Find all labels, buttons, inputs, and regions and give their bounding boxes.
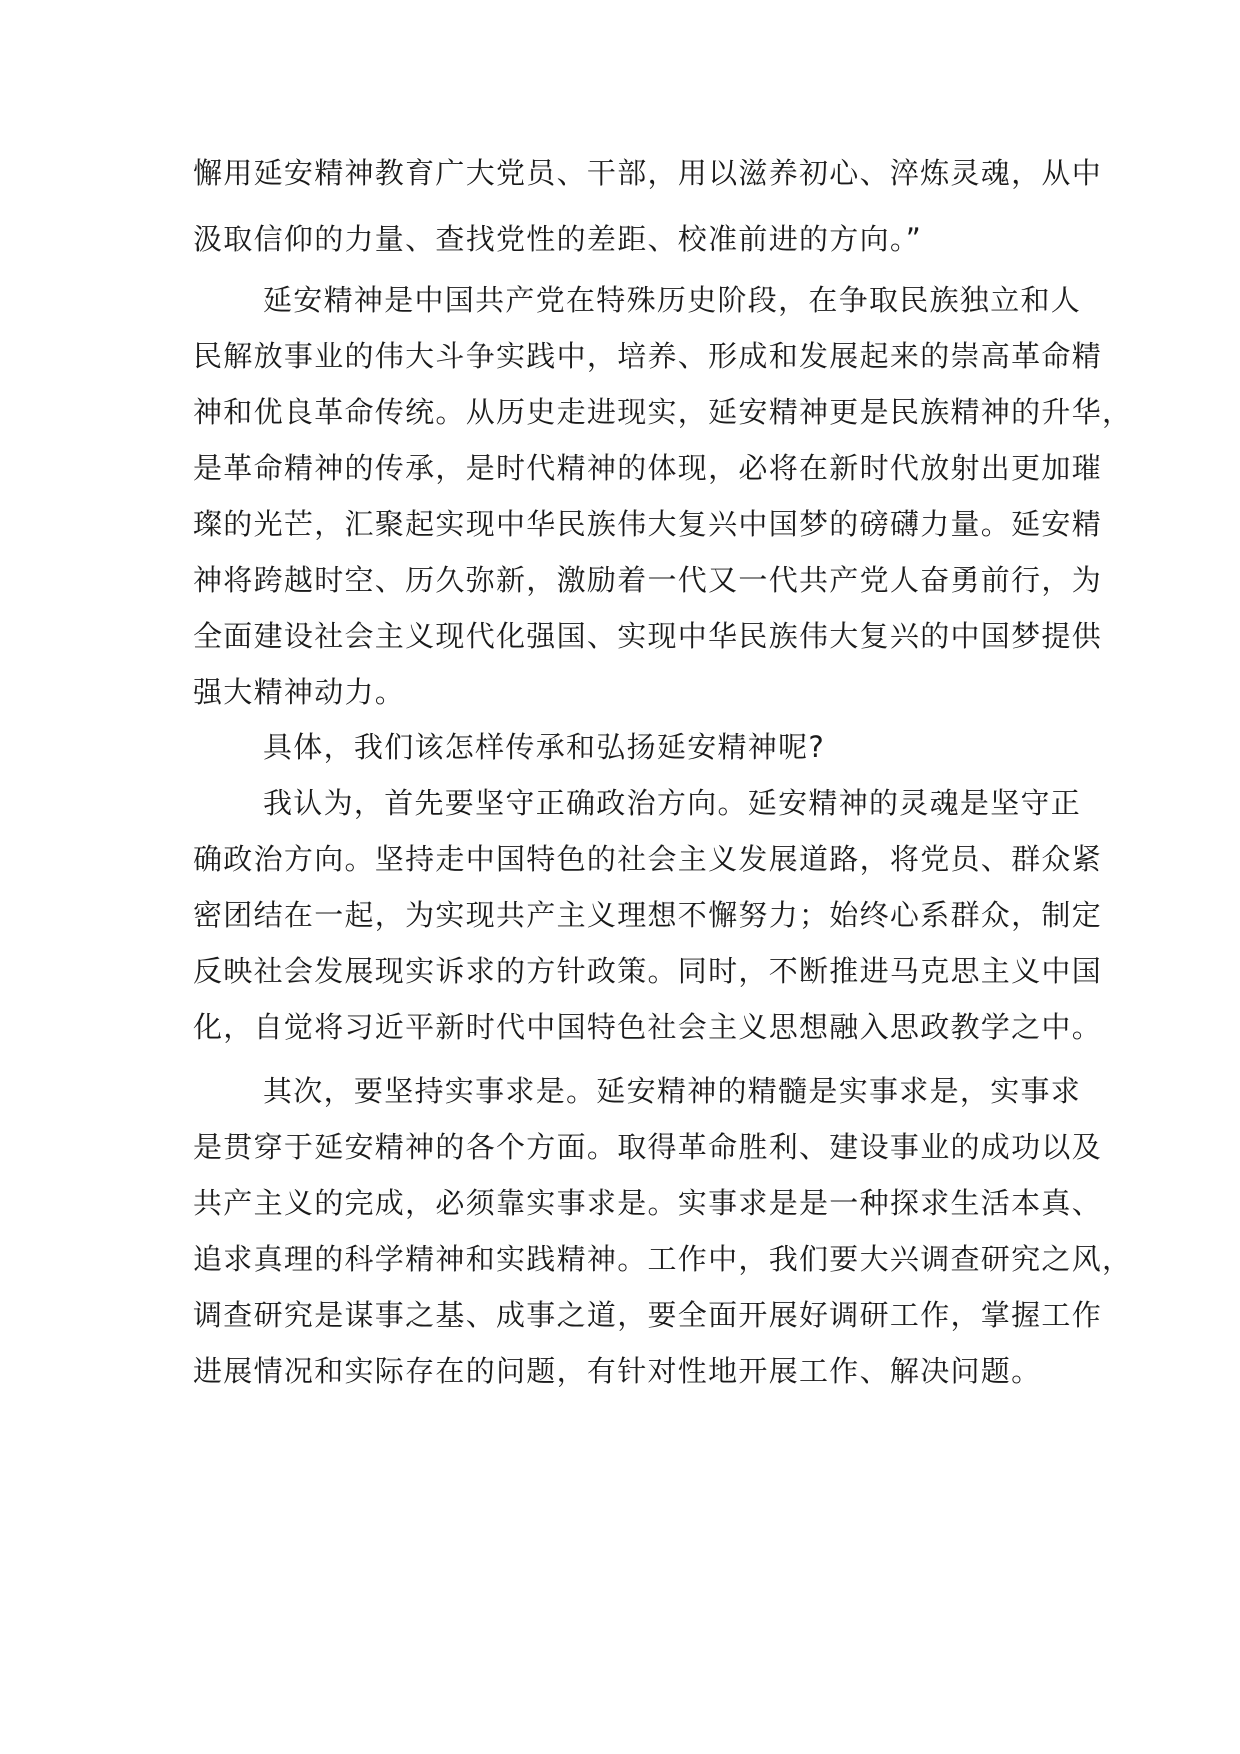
text-line: 确政治方向。坚持走中国特色的社会主义发展道路，将党员、群众紧 bbox=[193, 842, 1103, 876]
paragraph-start-line: 其次，要坚持实事求是。延安精神的精髓是实事求是，实事求 bbox=[263, 1074, 1082, 1108]
text-line: 神和优良革命传统。从历史走进现实，延安精神更是民族精神的升华， bbox=[193, 395, 1133, 429]
text-line: 调查研究是谋事之基、成事之道，要全面开展好调研工作，掌握工作 bbox=[193, 1298, 1103, 1332]
text-line: 全面建设社会主义现代化强国、实现中华民族伟大复兴的中国梦提供 bbox=[193, 619, 1103, 653]
text-line: 追求真理的科学精神和实践精神。工作中，我们要大兴调查研究之风， bbox=[193, 1242, 1133, 1276]
text-line: 强大精神动力。 bbox=[193, 675, 406, 709]
text-line: 神将跨越时空、历久弥新，激励着一代又一代共产党人奋勇前行，为 bbox=[193, 563, 1103, 597]
text-line: 是革命精神的传承，是时代精神的体现，必将在新时代放射出更加璀 bbox=[193, 451, 1103, 485]
text-line: 璨的光芒，汇聚起实现中华民族伟大复兴中国梦的磅礴力量。延安精 bbox=[193, 507, 1103, 541]
text-line: 是贯穿于延安精神的各个方面。取得革命胜利、建设事业的成功以及 bbox=[193, 1130, 1103, 1164]
paragraph-start-line: 我认为，首先要坚守正确政治方向。延安精神的灵魂是坚守正 bbox=[263, 786, 1082, 820]
paragraph-start-line: 延安精神是中国共产党在特殊历史阶段，在争取民族独立和人 bbox=[263, 283, 1082, 317]
text-line: 密团结在一起，为实现共产主义理想不懈努力；始终心系群众，制定 bbox=[193, 898, 1103, 932]
paragraph-start-line: 具体，我们该怎样传承和弘扬延安精神呢? bbox=[263, 730, 826, 764]
text-line: 化，自觉将习近平新时代中国特色社会主义思想融入思政教学之中。 bbox=[193, 1010, 1103, 1044]
text-line: 共产主义的完成，必须靠实事求是。实事求是是一种探求生活本真、 bbox=[193, 1186, 1103, 1220]
text-line: 反映社会发展现实诉求的方针政策。同时，不断推进马克思主义中国 bbox=[193, 954, 1103, 988]
text-line: 汲取信仰的力量、查找党性的差距、校准前进的方向。” bbox=[193, 222, 923, 256]
body-text bbox=[193, 154, 1133, 1390]
text-line: 进展情况和实际存在的问题，有针对性地开展工作、解决问题。 bbox=[193, 1354, 1042, 1388]
text-line: 民解放事业的伟大斗争实践中，培养、形成和发展起来的崇高革命精 bbox=[193, 339, 1103, 373]
text-line: 懈用延安精神教育广大党员、干部，用以滋养初心、淬炼灵魂，从中 bbox=[193, 156, 1103, 190]
